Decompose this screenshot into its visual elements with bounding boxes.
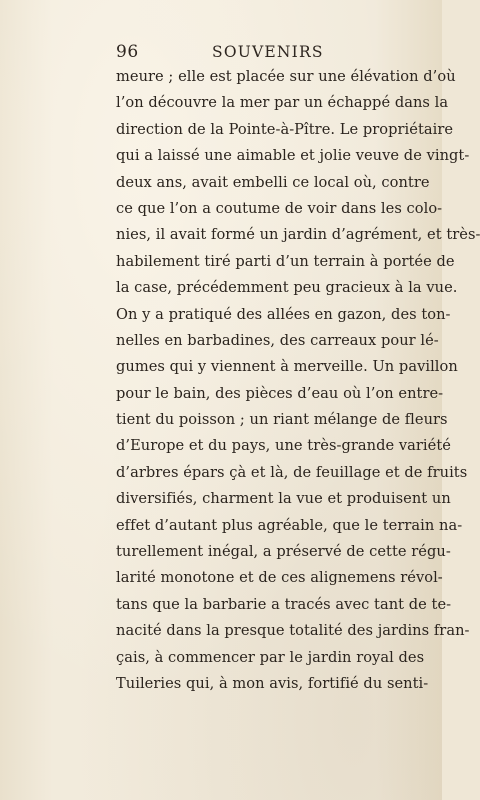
- text-line: la case, précédemment peu gracieux à la vue.: [116, 279, 458, 297]
- text-line: Tuileries qui, à mon avis, fortifié du senti-: [116, 674, 429, 692]
- text-line: qui a laissé une aimable et jolie veuve de vingt-: [116, 147, 470, 165]
- text-line: diversifiés, charment la vue et produisent un: [116, 490, 451, 508]
- text-line: larité monotone et de ces alignemens révol-: [116, 569, 443, 587]
- text-line: çais, à commencer par le jardin royal des: [116, 648, 425, 666]
- page-header: [116, 42, 416, 64]
- text-line: pour le bain, des pièces d’eau où l’on entre-: [116, 384, 444, 402]
- text-line: habilement tiré parti d’un terrain à portée de: [116, 252, 455, 270]
- text-line: direction de la Pointe-à-Pître. Le propriétaire: [116, 120, 454, 138]
- text-line: nelles en barbadines, des carreaux pour lé-: [116, 331, 439, 349]
- running-title: SOUVENIRS: [212, 43, 324, 61]
- text-line: d’arbres épars çà et là, de feuillage et de fruits: [116, 463, 468, 481]
- text-line: effet d’autant plus agréable, que le terrain na-: [116, 516, 463, 534]
- body-text: [116, 64, 480, 697]
- text-line: nacité dans la presque totalité des jardins fran-: [116, 622, 470, 640]
- text-line: meure ; elle est placée sur une élévation d’où: [116, 68, 456, 85]
- text-line: d’Europe et du pays, une très-grande variété: [116, 437, 451, 455]
- text-line: tient du poisson ; un riant mélange de fleurs: [116, 411, 448, 429]
- text-line: turellement inégal, a préservé de cette régu-: [116, 543, 451, 561]
- text-line: ce que l’on a coutume de voir dans les colo-: [116, 199, 443, 217]
- text-line: l’on découvre la mer par un échappé dans la: [116, 94, 449, 112]
- text-line: deux ans, avait embelli ce local où, contre: [116, 173, 430, 191]
- page-number: 96: [116, 42, 139, 62]
- text-line: On y a pratiqué des allées en gazon, des ton-: [116, 305, 451, 323]
- text-line: tans que la barbarie a tracés avec tant de te-: [116, 595, 452, 613]
- text-line: gumes qui y viennent à merveille. Un pavillon: [116, 358, 458, 376]
- text-line: nies, il avait formé un jardin d’agrément, et très-: [116, 226, 480, 244]
